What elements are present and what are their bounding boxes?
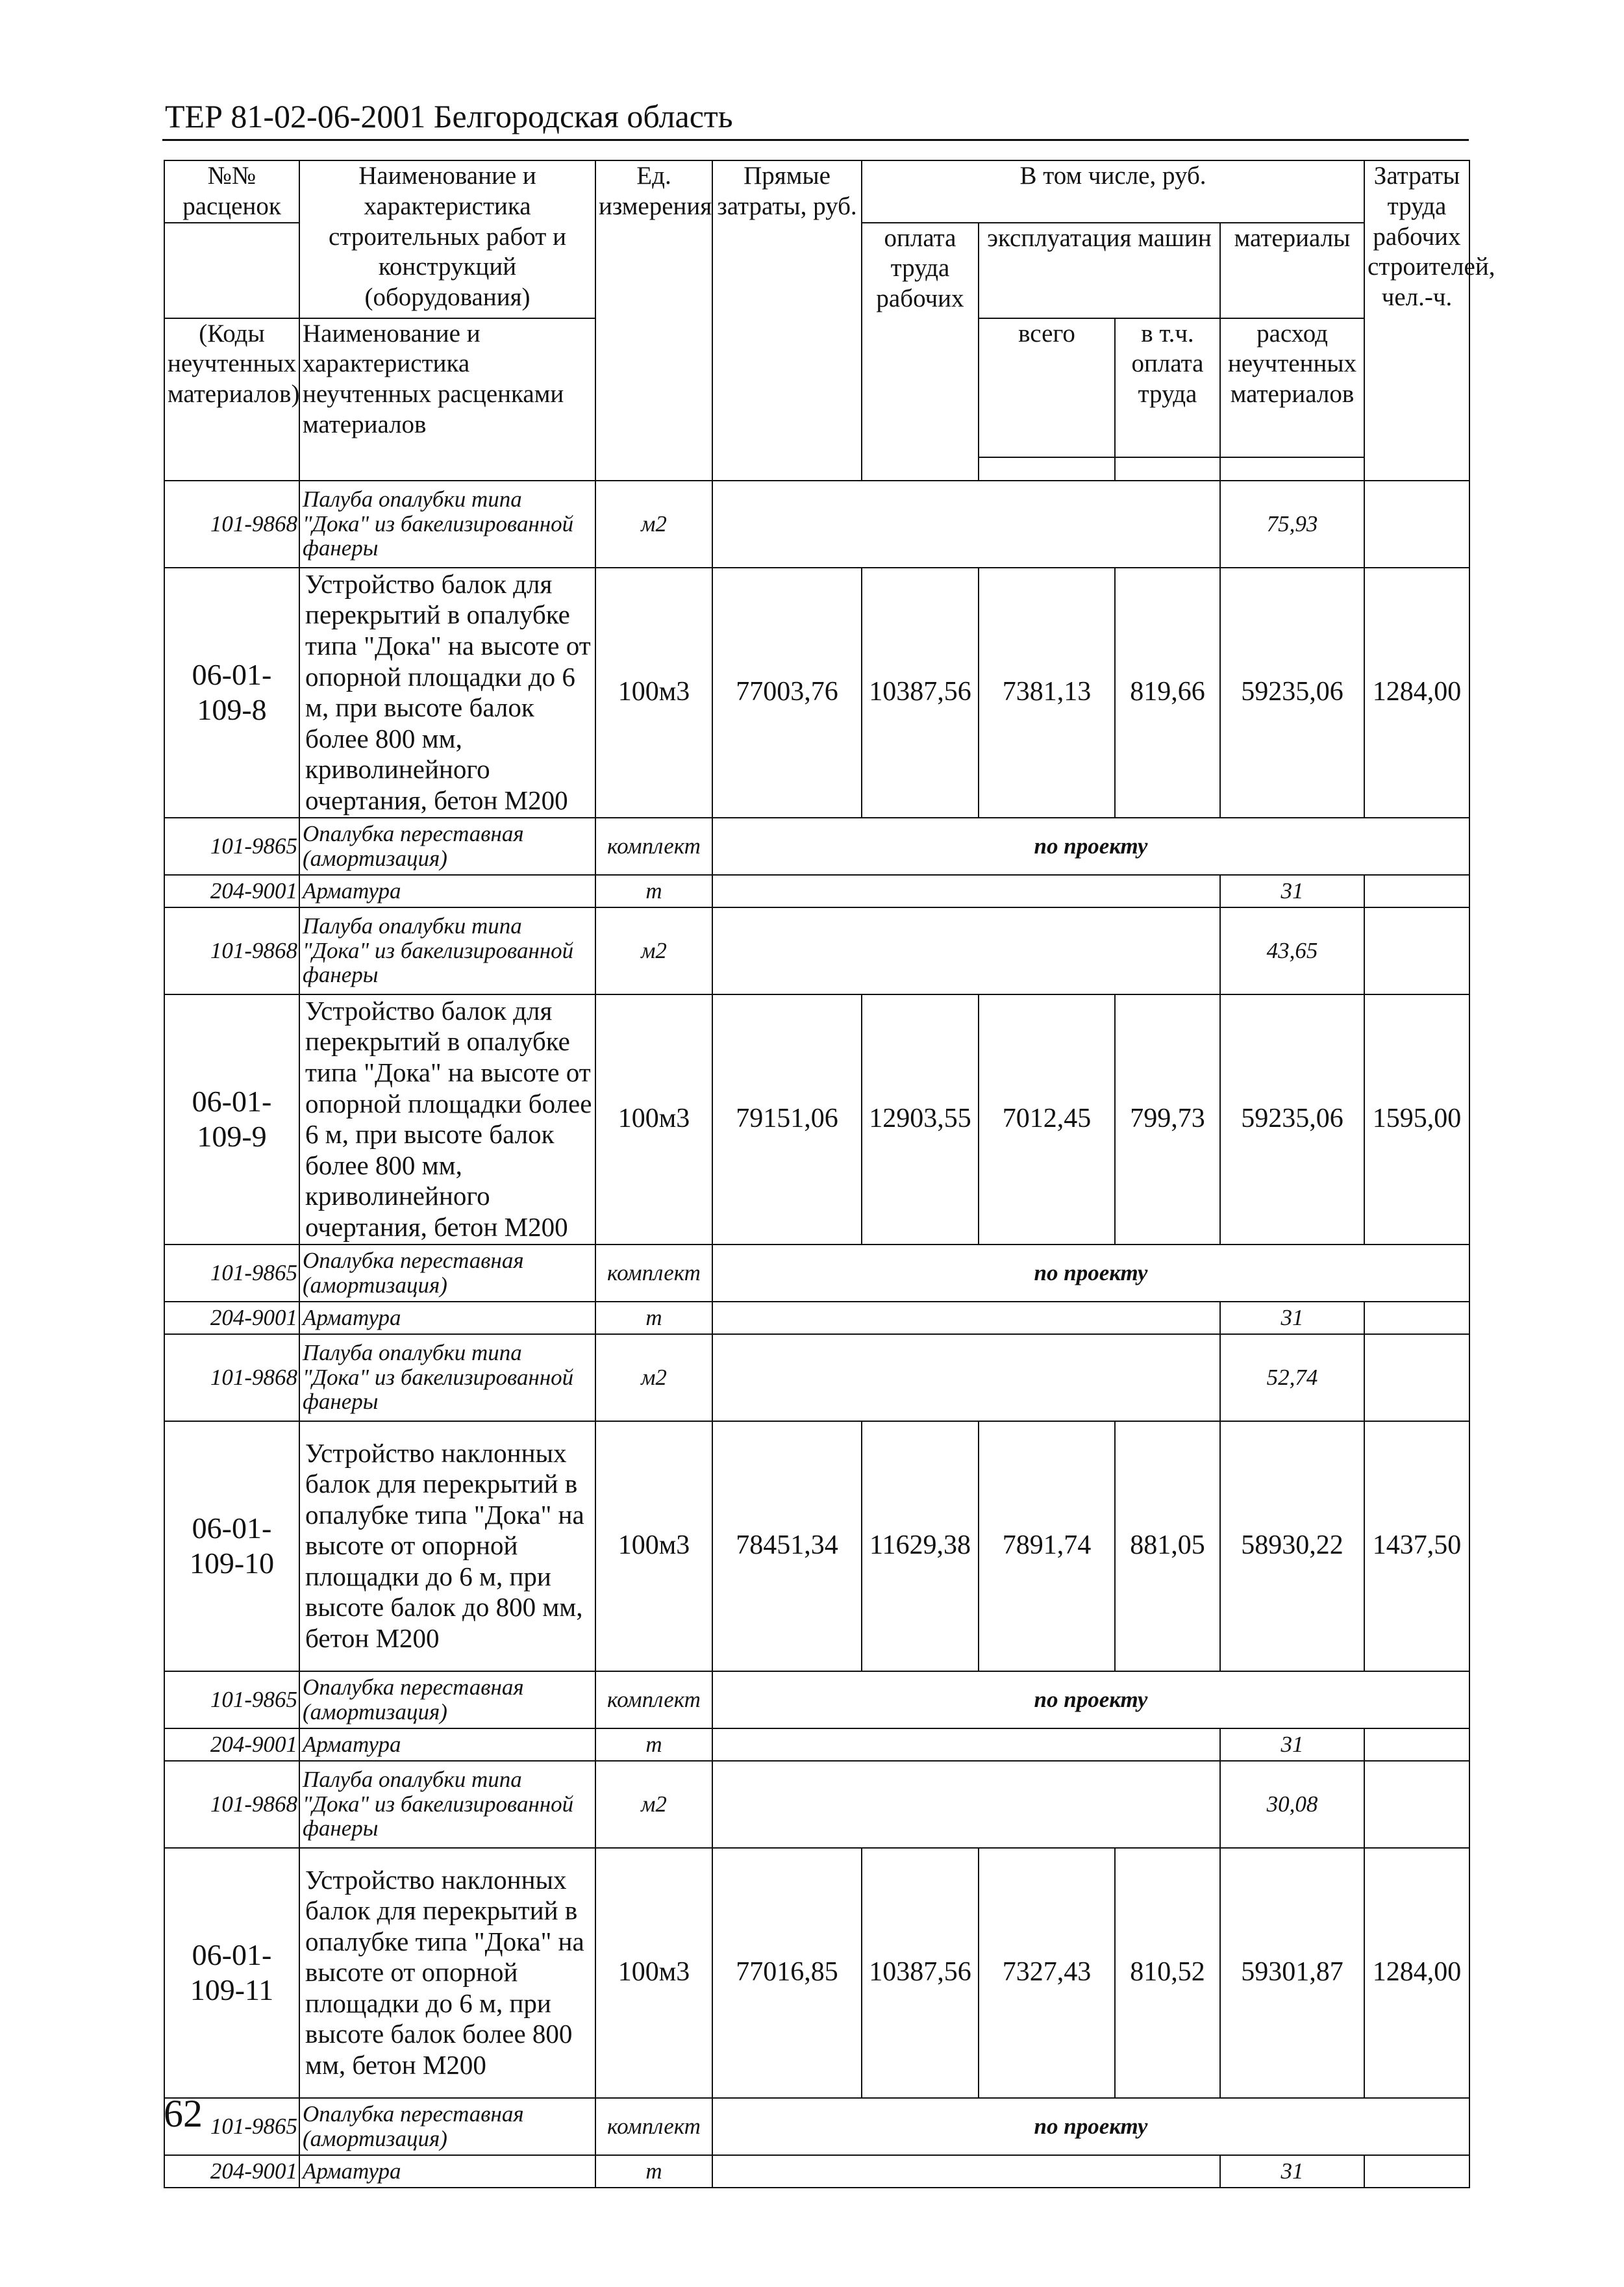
material-name: Арматура	[299, 875, 595, 907]
material-name: Арматура	[299, 1302, 595, 1334]
material-name: Опалубка переставная (амортизация)	[299, 2098, 595, 2155]
header-including: В том числе, руб.	[862, 160, 1364, 223]
material-unit: м2	[595, 907, 712, 994]
unit-cell: 100м3	[595, 1848, 712, 2098]
labor-cell: 1284,00	[1364, 568, 1469, 818]
material-name: Палуба опалубки типа "Дока" из бакелизированной фанеры	[299, 1334, 595, 1421]
material-empty-cell	[1364, 481, 1469, 568]
rate-description: Устройство наклонных балок для перекрытий в опалубке типа "Дока" на высоте от опорной площадки до 6 м, при высоте балок до 800 мм, бетон М200	[299, 1421, 595, 1671]
material-code: 101-9865	[164, 1245, 299, 1302]
material-empty-cell	[712, 875, 1220, 907]
material-unit: комплект	[595, 818, 712, 875]
rate-row	[164, 1421, 1469, 1671]
material-code: 101-9868	[164, 1761, 299, 1848]
header-machines-total: всего	[979, 318, 1115, 457]
material-row	[164, 481, 1469, 568]
header-code-bottom: (Коды неучтенных материалов)	[164, 318, 299, 481]
header-unaccounted: расход неучтенных материалов	[1220, 318, 1364, 457]
material-row	[164, 1761, 1469, 1848]
material-empty-cell	[712, 1728, 1220, 1761]
header-name-top: Наименование и характеристика строительных работ и конструкций (оборудования)	[299, 160, 595, 318]
header-machines-total-spacer	[979, 457, 1115, 481]
machines-wage-cell: 810,52	[1115, 1848, 1220, 2098]
direct-costs-cell: 77003,76	[712, 568, 862, 818]
material-empty-cell	[1364, 1302, 1469, 1334]
header-direct-costs: Прямые затраты, руб.	[712, 160, 862, 481]
rate-code: 06-01-109-11	[164, 1848, 299, 2098]
labor-cell: 1595,00	[1364, 994, 1469, 1245]
materials-cell: 59235,06	[1220, 568, 1364, 818]
machines-total-cell: 7327,43	[979, 1848, 1115, 2098]
material-code: 101-9865	[164, 1671, 299, 1728]
rate-row	[164, 1848, 1469, 2098]
material-empty-cell	[712, 2155, 1220, 2188]
materials-cell: 59235,06	[1220, 994, 1364, 1245]
material-code: 204-9001	[164, 1728, 299, 1761]
wage-cell: 12903,55	[862, 994, 979, 1245]
page-header-title: ТЕР 81-02-06-2001 Белгородская область	[165, 98, 733, 134]
header-machines-wage: в т.ч. оплата труда	[1115, 318, 1220, 457]
material-name: Палуба опалубки типа "Дока" из бакелизированной фанеры	[299, 907, 595, 994]
material-name: Арматура	[299, 1728, 595, 1761]
material-empty-cell	[1364, 875, 1469, 907]
header-code-spacer	[164, 223, 299, 318]
material-empty-cell	[712, 1334, 1220, 1421]
material-code: 204-9001	[164, 1302, 299, 1334]
machines-total-cell: 7381,13	[979, 568, 1115, 818]
material-quantity: по проекту	[712, 2098, 1469, 2155]
material-empty-cell	[712, 481, 1220, 568]
material-row	[164, 2098, 1469, 2155]
material-row	[164, 2155, 1469, 2188]
rate-code: 06-01-109-9	[164, 994, 299, 1245]
machines-total-cell: 7012,45	[979, 994, 1115, 1245]
material-row	[164, 1245, 1469, 1302]
header-code-top: №№ расценок	[164, 160, 299, 223]
direct-costs-cell: 77016,85	[712, 1848, 862, 2098]
header-wage: оплата труда рабочих	[862, 223, 979, 481]
rate-row	[164, 568, 1469, 818]
material-name: Палуба опалубки типа "Дока" из бакелизированной фанеры	[299, 481, 595, 568]
material-row	[164, 1728, 1469, 1761]
material-quantity: 31	[1220, 875, 1364, 907]
material-quantity: 31	[1220, 2155, 1364, 2188]
material-unit: т	[595, 1728, 712, 1761]
material-code: 101-9868	[164, 907, 299, 994]
table-body	[164, 481, 1469, 2188]
material-name: Опалубка переставная (амортизация)	[299, 1671, 595, 1728]
table-header	[164, 160, 1495, 481]
direct-costs-cell: 79151,06	[712, 994, 862, 1245]
material-empty-cell	[1364, 1334, 1469, 1421]
material-quantity: 30,08	[1220, 1761, 1364, 1848]
header-name-bottom: Наименование и характеристика неучтенных расценками материалов	[299, 318, 595, 481]
material-unit: т	[595, 875, 712, 907]
direct-costs-cell: 78451,34	[712, 1421, 862, 1671]
material-row	[164, 1671, 1469, 1728]
machines-wage-cell: 799,73	[1115, 994, 1220, 1245]
material-code: 101-9868	[164, 481, 299, 568]
header-unit: Ед. измерения	[595, 160, 712, 481]
machines-wage-cell: 819,66	[1115, 568, 1220, 818]
material-name: Арматура	[299, 2155, 595, 2188]
header-machines-wage-spacer	[1115, 457, 1220, 481]
material-quantity: 52,74	[1220, 1334, 1364, 1421]
material-empty-cell	[1364, 1761, 1469, 1848]
material-row	[164, 875, 1469, 907]
header-rule	[162, 139, 1469, 141]
rates-table	[164, 160, 1495, 2188]
material-empty-cell	[712, 1761, 1220, 1848]
material-name: Опалубка переставная (амортизация)	[299, 818, 595, 875]
page-number: 62	[164, 2092, 203, 2135]
wage-cell: 11629,38	[862, 1421, 979, 1671]
material-unit: м2	[595, 481, 712, 568]
machines-wage-cell: 881,05	[1115, 1421, 1220, 1671]
material-name: Палуба опалубки типа "Дока" из бакелизированной фанеры	[299, 1761, 595, 1848]
rate-description: Устройство балок для перекрытий в опалубке типа "Дока" на высоте от опорной площадки до 6 м, при высоте балок более 800 мм, криволинейного очертания, бетон М200	[299, 568, 595, 818]
material-empty-cell	[1364, 1728, 1469, 1761]
material-quantity: по проекту	[712, 818, 1469, 875]
material-quantity: 43,65	[1220, 907, 1364, 994]
material-row	[164, 818, 1469, 875]
material-row	[164, 907, 1469, 994]
labor-cell: 1284,00	[1364, 1848, 1469, 2098]
material-quantity: 31	[1220, 1728, 1364, 1761]
material-empty-cell	[712, 907, 1220, 994]
material-code: 204-9001	[164, 875, 299, 907]
material-name: Опалубка переставная (амортизация)	[299, 1245, 595, 1302]
material-quantity: 75,93	[1220, 481, 1364, 568]
material-unit: комплект	[595, 2098, 712, 2155]
material-code: 204-9001	[164, 2155, 299, 2188]
material-empty-cell	[712, 1302, 1220, 1334]
wage-cell: 10387,56	[862, 568, 979, 818]
unit-cell: 100м3	[595, 994, 712, 1245]
material-row	[164, 1302, 1469, 1334]
rate-code: 06-01-109-8	[164, 568, 299, 818]
material-code: 101-9865	[164, 818, 299, 875]
header-materials: материалы	[1220, 223, 1364, 318]
wage-cell: 10387,56	[862, 1848, 979, 2098]
material-code: 101-9865	[164, 2098, 299, 2155]
rate-code: 06-01-109-10	[164, 1421, 299, 1671]
rate-description: Устройство балок для перекрытий в опалубке типа "Дока" на высоте от опорной площадки более 6 м, при высоте балок более 800 мм, криволинейного очертания, бетон М200	[299, 994, 595, 1245]
rate-row	[164, 994, 1469, 1245]
material-unit: комплект	[595, 1245, 712, 1302]
header-unaccounted-spacer	[1220, 457, 1364, 481]
material-quantity: по проекту	[712, 1245, 1469, 1302]
material-unit: м2	[595, 1334, 712, 1421]
header-labor: Затраты труда рабочих строителей, чел.-ч.	[1364, 160, 1469, 481]
unit-cell: 100м3	[595, 568, 712, 818]
material-quantity: по проекту	[712, 1671, 1469, 1728]
labor-cell: 1437,50	[1364, 1421, 1469, 1671]
material-unit: т	[595, 1302, 712, 1334]
material-unit: м2	[595, 1761, 712, 1848]
materials-cell: 58930,22	[1220, 1421, 1364, 1671]
header-machines: эксплуатация машин	[979, 223, 1220, 318]
material-empty-cell	[1364, 2155, 1469, 2188]
material-unit: комплект	[595, 1671, 712, 1728]
material-empty-cell	[1364, 907, 1469, 994]
material-unit: т	[595, 2155, 712, 2188]
materials-cell: 59301,87	[1220, 1848, 1364, 2098]
rate-description: Устройство наклонных балок для перекрытий в опалубке типа "Дока" на высоте от опорной площадки до 6 м, при высоте балок более 800 мм, бетон М200	[299, 1848, 595, 2098]
material-quantity: 31	[1220, 1302, 1364, 1334]
machines-total-cell: 7891,74	[979, 1421, 1115, 1671]
material-code: 101-9868	[164, 1334, 299, 1421]
material-row	[164, 1334, 1469, 1421]
unit-cell: 100м3	[595, 1421, 712, 1671]
